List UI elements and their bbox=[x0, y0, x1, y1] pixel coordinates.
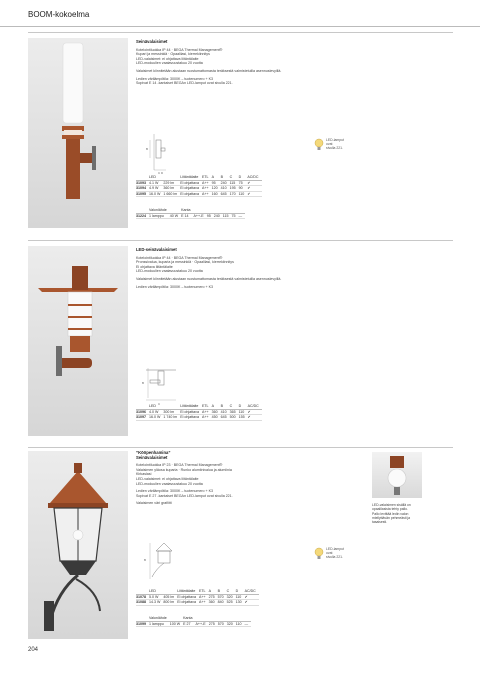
table-cell: ✔ bbox=[247, 186, 261, 192]
table-cell: 95 bbox=[212, 180, 221, 186]
svg-text:B: B bbox=[146, 147, 149, 151]
page-number: 204 bbox=[28, 647, 39, 653]
table-cell: 1 660 lm bbox=[163, 191, 180, 197]
desc-line: Valaisimet kiinnitetään alustaan ruostumattomasta teräksestä valmistetuilla asennuslevyillä. bbox=[136, 276, 282, 281]
product-code: 31094 bbox=[136, 186, 149, 192]
desc-line: Kupari ja messinkiä · Opaalilasi, kierrekiinnitys bbox=[136, 52, 210, 57]
table-cell: 195 bbox=[230, 186, 239, 192]
spec-table-lamp bbox=[136, 616, 251, 627]
color-temp-paragraph bbox=[136, 77, 346, 86]
table-cell: 240 bbox=[221, 180, 230, 186]
led-globe-illustration bbox=[372, 452, 422, 498]
column-header: D bbox=[239, 175, 248, 180]
note-line: LED-lamput bbox=[326, 138, 344, 142]
table-cell: 360 lm bbox=[163, 186, 180, 192]
product-description bbox=[136, 451, 346, 509]
product-photo-wall-light bbox=[28, 38, 128, 228]
desc-line: LED-moduulien vaatavuustakuu 20 vuotta bbox=[136, 481, 203, 486]
column-header: C bbox=[230, 175, 239, 180]
table-cell: 75 bbox=[231, 213, 238, 219]
column-header: LED bbox=[149, 404, 163, 409]
table-cell: E 14 bbox=[181, 213, 193, 219]
section-led-wall-lights bbox=[28, 240, 453, 440]
section-heading: Seinävalaisimet bbox=[136, 454, 168, 460]
led-lamp-note-text bbox=[326, 547, 344, 560]
description-paragraph bbox=[136, 463, 346, 486]
section-heading: LED-seinävalaisimet bbox=[136, 247, 177, 252]
table-cell: Ei ohjattava bbox=[180, 186, 202, 192]
table-cell: 5.0 W bbox=[149, 594, 163, 600]
table-cell: 1 740 lm bbox=[163, 415, 180, 421]
table-cell: ✔ bbox=[247, 180, 261, 186]
note-line: sivulla 221. bbox=[326, 146, 343, 151]
column-header: D bbox=[239, 404, 248, 409]
desc-line: LED-valaisimet: ei ohjattava liitäntälaite bbox=[136, 476, 199, 481]
table-row bbox=[136, 621, 251, 627]
table-cell: 75 bbox=[239, 180, 248, 186]
table-cell: 16.0 W bbox=[149, 191, 163, 197]
table-cell: 130 bbox=[236, 600, 245, 606]
table-cell: 16.0 W bbox=[149, 415, 163, 421]
table-cell: Ei ohjattava bbox=[177, 600, 199, 606]
dimension-drawing bbox=[136, 539, 196, 584]
desc-line: Sopivat E 14 -kantaiset BEGAn LED-lamput ovat sivulla 221. bbox=[136, 81, 233, 86]
table-cell: 840 bbox=[218, 600, 227, 606]
table-cell: ✔ bbox=[245, 594, 259, 600]
column-header: ETL bbox=[202, 404, 212, 409]
desc-line: Kotelointiluokka IP 44 · BEGA Thermal Management® bbox=[136, 255, 223, 260]
table-cell: Ei ohjattava bbox=[177, 594, 199, 600]
spec-table-led bbox=[136, 404, 262, 421]
table-cell: ✔ bbox=[248, 415, 262, 421]
section-divider bbox=[28, 447, 453, 448]
desc-line: LED-valaisimet: ei ohjattava liitäntälaite bbox=[136, 56, 199, 61]
led-globe-caption bbox=[372, 503, 434, 524]
dimension-diagram bbox=[136, 539, 196, 584]
table-cell: 405 lm bbox=[163, 594, 177, 600]
product-code: 31088 bbox=[136, 600, 149, 606]
column-header: Liitäntälaite bbox=[180, 175, 202, 180]
desc-line: Ledien värilämpötila: 3000K – tuotenumero + K3 bbox=[136, 76, 214, 81]
dimension-drawing bbox=[136, 362, 196, 407]
table-cell: 110 bbox=[239, 409, 248, 415]
dimension-drawing bbox=[136, 130, 196, 175]
product-photo-copenhagen bbox=[28, 451, 128, 639]
section-divider bbox=[28, 32, 453, 33]
table-cell: 360 bbox=[212, 409, 221, 415]
table-cell: ✔ bbox=[248, 409, 262, 415]
column-header: Kanta bbox=[181, 208, 193, 213]
table-cell: 90 bbox=[239, 186, 248, 192]
wall-light-illustration bbox=[28, 38, 128, 228]
table-row bbox=[136, 415, 262, 421]
product-code: 31097 bbox=[136, 415, 149, 421]
column-header: D bbox=[236, 589, 245, 594]
product-description bbox=[136, 248, 346, 292]
product-code: 31224 bbox=[136, 213, 149, 219]
column-header: Valonlähde bbox=[149, 208, 170, 213]
table-cell: 500 bbox=[230, 415, 239, 421]
product-name: ”Kööpenhamina” bbox=[136, 450, 171, 455]
table-cell: 115 bbox=[230, 180, 239, 186]
table-cell: A++ bbox=[202, 409, 212, 415]
page-title: BOOM-kokoelma bbox=[28, 10, 90, 19]
copenhagen-lantern-illustration bbox=[28, 451, 128, 639]
table-cell: Ei ohjattava bbox=[180, 415, 202, 421]
table-cell: A++ bbox=[202, 191, 212, 197]
column-header: C bbox=[227, 589, 236, 594]
caption-line: Pallo levittää ledin valon bbox=[372, 511, 409, 516]
caption-line: LED-valaisimen sisällä on bbox=[372, 503, 411, 507]
table-row bbox=[136, 600, 259, 606]
column-header: Valonlähde bbox=[149, 616, 170, 621]
desc-line: Ledien värilämpötila: 3000K – tuotenumero + K3 bbox=[136, 489, 214, 494]
table-cell: 410 bbox=[221, 409, 230, 415]
column-header: B bbox=[218, 589, 227, 594]
product-code: 31096 bbox=[136, 409, 149, 415]
desc-line: LED-moduulien vaatavuustakuu 20 vuotta bbox=[136, 61, 203, 66]
desc-line: Pronssivalua, kuparia ja messinkiä · Opaalilasi, kierrekiinnitys bbox=[136, 260, 234, 265]
product-code: 31095 bbox=[136, 191, 149, 197]
table-cell: 160 bbox=[212, 191, 221, 197]
led-lamp-note-text bbox=[326, 138, 344, 151]
desc-line: Valaisimet kiinnitetään alustaan ruostumattomasta teräksestä valmistetuilla asennuslevyillä. bbox=[136, 68, 282, 73]
table-cell: A++ bbox=[202, 180, 212, 186]
table-cell: 525 bbox=[227, 600, 236, 606]
table-cell: 800 lm bbox=[163, 600, 177, 606]
table-cell: 40 W bbox=[170, 213, 181, 219]
description-paragraph bbox=[136, 256, 346, 274]
table-cell: 365 bbox=[230, 409, 239, 415]
product-code: 31078 bbox=[136, 594, 149, 600]
color-temp-paragraph bbox=[136, 489, 346, 498]
column-header: Liitäntälaite bbox=[180, 404, 202, 409]
led-wall-light-illustration bbox=[28, 246, 128, 436]
led-globe-detail-photo bbox=[372, 452, 422, 498]
table-cell: 115 bbox=[223, 213, 232, 219]
column-header: AC/DC bbox=[248, 404, 262, 409]
product-description bbox=[136, 40, 346, 89]
table-cell: 645 bbox=[221, 191, 230, 197]
table-cell: 120 bbox=[212, 186, 221, 192]
table-cell: 170 bbox=[230, 191, 239, 197]
desc-line: Sopivat E 27 -kantaiset BEGAn LED-lamput ovat sivulla 221. bbox=[136, 493, 233, 498]
product-photo-led-wall-light bbox=[28, 246, 128, 436]
table-cell: 155 bbox=[239, 415, 248, 421]
desc-line: LED-moduulien vaatavuustakuu 20 vuotta bbox=[136, 269, 203, 274]
note-line: LED-lamput bbox=[326, 547, 344, 551]
table-cell: A++-E bbox=[194, 213, 207, 219]
mounting-paragraph bbox=[136, 277, 346, 282]
table-cell: 275 bbox=[209, 621, 218, 627]
column-header: B bbox=[221, 404, 230, 409]
caption-line: opaalilasista tehty pallo. bbox=[372, 507, 409, 512]
column-header: AC/DC bbox=[245, 589, 259, 594]
column-header: LED bbox=[149, 589, 163, 594]
desc-line: Valaisimen yläosa kuparia · Runko alumiinivalua ja alumiinia bbox=[136, 467, 232, 472]
lightbulb-icon bbox=[314, 138, 324, 152]
desc-line: Kotelointiluokka IP 44 · BEGA Thermal Management® bbox=[136, 47, 223, 52]
column-header: Kanta bbox=[183, 616, 195, 621]
table-cell: 14.3 W bbox=[149, 600, 163, 606]
table-cell: 110 bbox=[239, 191, 248, 197]
table-cell: Ei ohjattava bbox=[180, 180, 202, 186]
section-heading: Seinävalaisimet bbox=[136, 39, 168, 44]
caption-line: tasaisesti. bbox=[372, 520, 388, 525]
description-paragraph bbox=[136, 48, 346, 66]
table-cell: 110 bbox=[236, 594, 245, 600]
table-cell: 4.9 W bbox=[149, 186, 163, 192]
table-cell: 1 lamppu bbox=[149, 213, 170, 219]
table-row bbox=[136, 191, 262, 197]
table-cell: 570 bbox=[218, 594, 227, 600]
table-cell: A++ bbox=[199, 600, 209, 606]
table-cell: A++ bbox=[199, 594, 209, 600]
table-cell: — bbox=[244, 621, 251, 627]
table-cell: A++ bbox=[202, 186, 212, 192]
header-divider bbox=[0, 26, 480, 27]
table-cell: 320 bbox=[227, 594, 236, 600]
column-header: ETL bbox=[202, 175, 212, 180]
table-cell: 229 lm bbox=[163, 180, 180, 186]
table-cell: 4.0 W bbox=[149, 409, 163, 415]
svg-text:C: C bbox=[158, 402, 161, 406]
table-cell: 110 bbox=[236, 621, 245, 627]
column-header: Liitäntälaite bbox=[177, 589, 199, 594]
page-header bbox=[0, 0, 480, 30]
column-header: A bbox=[209, 589, 218, 594]
desc-line: Kotelointiluokka IP 23 · BEGA Thermal Management® bbox=[136, 463, 223, 468]
column-header: AC/DC bbox=[247, 175, 261, 180]
color-paragraph bbox=[136, 501, 346, 506]
table-cell: 360 bbox=[209, 600, 218, 606]
dimension-diagram bbox=[136, 130, 196, 175]
table-cell: 100 W bbox=[170, 621, 183, 627]
table-cell: 275 bbox=[209, 594, 218, 600]
table-cell: 410 bbox=[221, 186, 230, 192]
table-cell: 450 bbox=[212, 415, 221, 421]
table-row bbox=[136, 213, 245, 219]
table-cell: 1 lamppu bbox=[149, 621, 170, 627]
table-cell: A++ bbox=[202, 415, 212, 421]
table-cell: 570 bbox=[218, 621, 227, 627]
svg-text:B: B bbox=[142, 381, 145, 385]
table-cell: Ei ohjattava bbox=[180, 191, 202, 197]
table-cell: Ei ohjattava bbox=[180, 409, 202, 415]
column-header: LED bbox=[149, 175, 163, 180]
svg-text:C D: C D bbox=[158, 171, 164, 175]
column-header: B bbox=[221, 175, 230, 180]
table-cell: E 27 bbox=[183, 621, 195, 627]
column-header: A bbox=[212, 175, 221, 180]
table-cell: 320 bbox=[227, 621, 236, 627]
mounting-paragraph bbox=[136, 69, 346, 74]
table-cell: A++-E bbox=[196, 621, 209, 627]
table-cell: ✔ bbox=[245, 600, 259, 606]
lightbulb-icon bbox=[314, 547, 324, 561]
spec-table-lamp bbox=[136, 208, 245, 219]
table-cell: 240 bbox=[214, 213, 223, 219]
desc-line: Kirkaslasi bbox=[136, 472, 152, 477]
table-cell: — bbox=[238, 213, 245, 219]
column-header: C bbox=[230, 404, 239, 409]
table-cell: 300 lm bbox=[163, 409, 180, 415]
section-divider bbox=[28, 240, 453, 241]
color-temp-paragraph bbox=[136, 285, 346, 290]
desc-line: Ei ohjattava liitäntälaite bbox=[136, 264, 173, 269]
table-cell: 4.1 W bbox=[149, 180, 163, 186]
spec-table-led bbox=[136, 175, 262, 197]
note-line: ovat bbox=[326, 551, 333, 556]
column-header: A bbox=[212, 404, 221, 409]
product-code: 31099 bbox=[136, 621, 149, 627]
caption-line: miellyttävän pehmeästi ja bbox=[372, 515, 411, 520]
table-row bbox=[136, 409, 262, 415]
note-line: sivulla 221. bbox=[326, 555, 343, 560]
dimension-diagram bbox=[136, 362, 196, 407]
spec-table-led bbox=[136, 589, 259, 606]
desc-line: Ledien värilämpötila: 3000K – tuotenumero + K3 bbox=[136, 284, 214, 289]
desc-line: Valaisimen väri grafiitti bbox=[136, 501, 172, 506]
note-line: ovat bbox=[326, 142, 333, 147]
svg-text:B: B bbox=[144, 558, 147, 562]
section-wall-lights bbox=[28, 32, 453, 232]
product-code: 31093 bbox=[136, 180, 149, 186]
table-cell: 645 bbox=[221, 415, 230, 421]
table-cell: 95 bbox=[207, 213, 214, 219]
table-cell: ✔ bbox=[247, 191, 261, 197]
column-header: ETL bbox=[199, 589, 209, 594]
